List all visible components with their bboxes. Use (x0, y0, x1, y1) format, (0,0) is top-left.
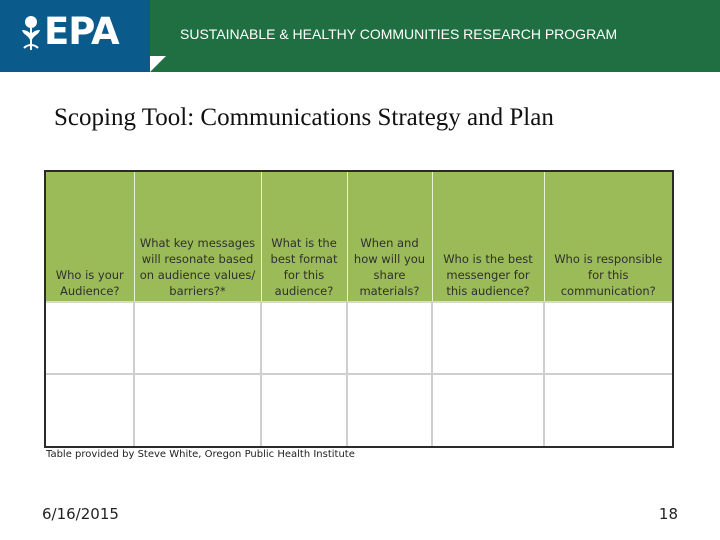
band-notch (150, 56, 166, 72)
table-cell (544, 302, 672, 374)
table-row (46, 374, 672, 446)
column-header: Who is the best messenger for this audience? (432, 172, 544, 302)
table-caption: Table provided by Steve White, Oregon Public Health Institute (46, 449, 355, 460)
epa-logo (0, 0, 150, 72)
column-header: Who is responsible for this communication? (544, 172, 672, 302)
slide-date: 6/16/2015 (42, 505, 119, 523)
slide-header (0, 0, 720, 72)
table-cell (261, 374, 347, 446)
communications-plan-table (44, 170, 674, 448)
table-header-row (46, 172, 672, 302)
table-cell (432, 302, 544, 374)
table-cell (46, 302, 134, 374)
slide-title: Scoping Tool: Communications Strategy and Plan (54, 104, 554, 131)
table-cell (261, 302, 347, 374)
table-row (46, 302, 672, 374)
page-number: 18 (658, 505, 678, 523)
table-cell (46, 374, 134, 446)
column-header: Who is your Audience? (46, 172, 134, 302)
program-title: SUSTAINABLE & HEALTHY COMMUNITIES RESEARCH PROGRAM (180, 26, 618, 42)
epa-flower-icon (20, 14, 42, 54)
table-cell (347, 302, 432, 374)
table-cell (134, 374, 261, 446)
table-cell (134, 302, 261, 374)
table-cell (544, 374, 672, 446)
column-header: What key messages will resonate based on audience values/ barriers?* (134, 172, 261, 302)
column-header: What is the best format for this audience? (261, 172, 347, 302)
logo-text: EPA (44, 10, 119, 53)
table-cell (432, 374, 544, 446)
column-header: When and how will you share materials? (347, 172, 432, 302)
table-cell (347, 374, 432, 446)
